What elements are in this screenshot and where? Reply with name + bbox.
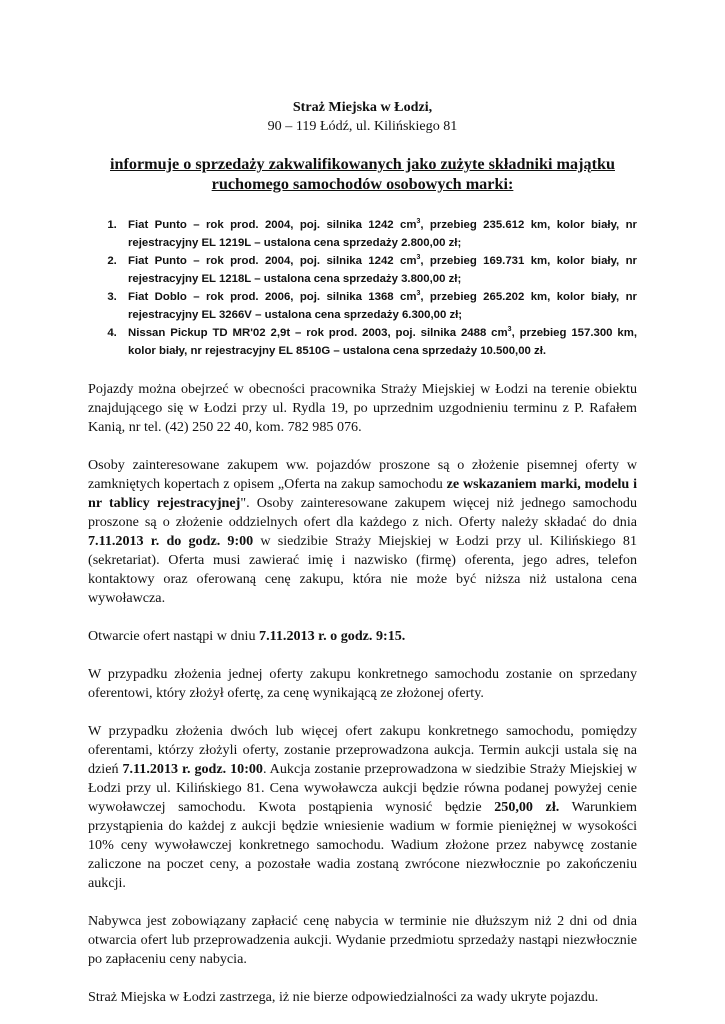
offers-paragraph: Osoby zainteresowane zakupem ww. pojazdów proszone są o złożenie pisemnej oferty w zamkniętych kopertach z opisem „Oferta na zakup samochodu ze wskazaniem marki, modelu i nr tablicy rejestracyjnej". Osoby zainteresowane zakupem więcej niż jednego samochodu proszone są o złożenie oddzielnych ofert dla każdego z nich. Oferty należy składać do dnia 7.11.2013 r. do godz. 9:00 w siedzibie Straży Miejskiej w Łodzi przy ul. Kilińskiego 81 (sekretariat). Oferta musi zawierać imię i nazwisko (firmę) oferenta, jego adres, telefon kontaktowy oraz oferowaną cenę zakupu, która nie może być niższa niż ustalona cena wywoławcza.: [88, 457, 637, 606]
vehicle-item: 4. Nissan Pickup TD MR'02 2,9t – rok prod. 2003, poj. silnika 2488 $cm^3$, przebieg 157.300 km, kolor biały, nr rejestracyjny EL 8510G – ustalona cena sprzedaży 10.500,00 zł.: [120, 324, 637, 360]
letterhead: [88, 98, 637, 136]
inspection-paragraph: Pojazdy można obejrzeć w obecności pracownika Straży Miejskiej w Łodzi na terenie obiektu znajdującego się w Łodzi przy ul. Rydla 19, po uprzednim uzgodnieniu terminu z P. Rafałem Kanią, nr tel. (42) 250 22 40, kom. 782 985 076.: [88, 381, 637, 435]
vehicle-item: 1. Fiat Punto – rok prod. 2004, poj. silnika 1242 $cm^3$, przebieg 235.612 km, kolor biały, nr rejestracyjny EL 1219L – ustalona cena sprzedaży 2.800,00 zł;: [120, 216, 637, 252]
opening-paragraph: Otwarcie ofert nastąpi w dniu 7.11.2013 r. o godz. 9:15.: [88, 628, 406, 644]
vehicle-list: [88, 216, 637, 360]
auction-paragraph: W przypadku złożenia dwóch lub więcej ofert zakupu konkretnego samochodu, pomiędzy oferentami, którzy złożyli oferty, zostanie przeprowadzona aukcja. Termin aukcji ustala się na dzień 7.11.2013 r. godz. 10:00. Aukcja zostanie przeprowadzona w siedzibie Straży Miejskiej w Łodzi przy ul. Kilińskiego 81. Cena wywoławcza aukcji będzie równa podanej powyżej cenie wywoławczej samochodu. Kwota postąpienia wynosić będzie 250,00 zł. Warunkiem przystąpienia do każdej z aukcji będzie wniesienie wadium w formie pieniężnej w wysokości 10% ceny wywoławczej konkretnego samochodu. Wadium złożone przez nabywcę zostanie zaliczone na poczet ceny, a pozostałe wadia zostaną zwrócone niezwłocznie po zakończeniu aukcji.: [88, 723, 637, 891]
notice-title: informuje o sprzedaży zakwalifikowanych jako zużyte składniki majątku ruchomego samochodów osobowych marki:: [110, 155, 615, 193]
payment-paragraph: Nabywca jest zobowiązany zapłacić cenę nabycia w terminie nie dłuższym niż 2 dni od dnia otwarcia ofert lub przeprowadzenia aukcji. Wydanie przedmiotu sprzedaży nastąpi niezwłocznie po zapłaceniu ceny nabycia.: [88, 913, 637, 967]
organization-name: Straż Miejska w Łodzi,: [292, 99, 433, 115]
single-offer-paragraph: W przypadku złożenia jednej oferty zakupu konkretnego samochodu zostanie on sprzedany oferentowi, który złożył ofertę, za cenę wynikającą ze złożonej oferty.: [88, 666, 637, 701]
vehicle-item: 3. Fiat Doblo – rok prod. 2006, poj. silnika 1368 $cm^3$, przebieg 265.202 km, kolor biały, nr rejestracyjny EL 3266V – ustalona cena sprzedaży 6.300,00 zł;: [120, 288, 637, 324]
vehicle-item: 2. Fiat Punto – rok prod. 2004, poj. silnika 1242 $cm^3$, przebieg 169.731 km, kolor biały, nr rejestracyjny EL 1218L – ustalona cena sprzedaży 3.800,00 zł;: [120, 252, 637, 288]
disclaimer-paragraph: Straż Miejska w Łodzi zastrzega, iż nie bierze odpowiedzialności za wady ukryte pojazdu.: [88, 989, 599, 1005]
organization-address: 90 – 119 Łódź, ul. Kilińskiego 81: [267, 118, 458, 134]
